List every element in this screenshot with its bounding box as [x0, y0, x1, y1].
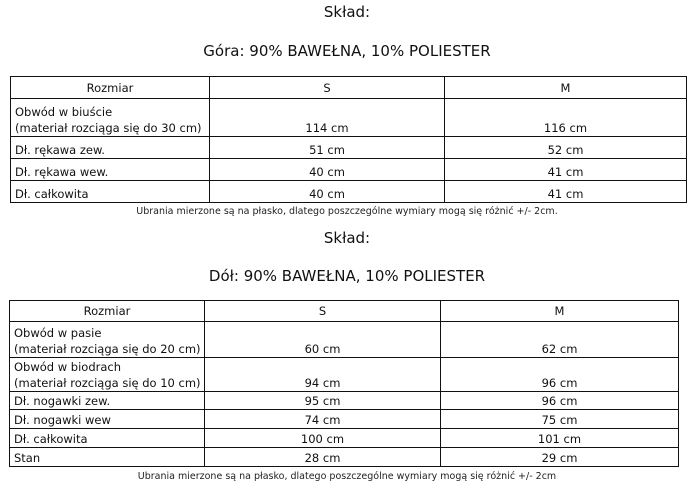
bottom-size-table	[9, 300, 679, 467]
header-rozmiar: Rozmiar	[10, 301, 205, 322]
header-s: S	[210, 77, 445, 99]
cell-m: 101 cm	[441, 429, 679, 448]
cell-s: 94 cm	[205, 358, 441, 392]
row-label-line: Obwód w biodrach	[14, 360, 122, 374]
table-row	[11, 99, 687, 137]
top-size-table	[10, 76, 687, 203]
cell-s: 28 cm	[205, 448, 441, 467]
row-label: Dł. rękawa wew.	[11, 159, 210, 181]
table-row	[11, 159, 687, 181]
table-row	[11, 137, 687, 159]
row-label: Stan	[10, 448, 205, 467]
row-label: Dł. rękawa zew.	[11, 137, 210, 159]
table-row	[11, 181, 687, 203]
cell-m: 116 cm	[445, 99, 687, 137]
row-label-note: (materiał rozciąga się do 10 cm)	[14, 376, 201, 390]
top-measurement-note: Ubrania mierzone są na płasko, dlatego poszczególne wymiary mogą się różnić +/- 2cm.	[136, 206, 558, 217]
top-material-heading: Góra: 90% BAWEŁNA, 10% POLIESTER	[203, 42, 491, 60]
header-m: M	[445, 77, 687, 99]
cell-m: 96 cm	[441, 392, 679, 410]
cell-s: 40 cm	[210, 181, 445, 203]
cell-s: 60 cm	[205, 322, 441, 358]
table-header-row	[11, 77, 687, 99]
row-label: Dł. całkowita	[10, 429, 205, 448]
row-label-line: Obwód w biuście	[15, 105, 113, 119]
row-label	[10, 358, 205, 392]
cell-m: 29 cm	[441, 448, 679, 467]
header-rozmiar: Rozmiar	[11, 77, 210, 99]
row-label-note: (materiał rozciąga się do 30 cm)	[15, 121, 202, 135]
cell-s: 74 cm	[205, 410, 441, 429]
cell-m: 96 cm	[441, 358, 679, 392]
header-s: S	[205, 301, 441, 322]
cell-m: 62 cm	[441, 322, 679, 358]
bottom-measurement-note: Ubrania mierzone są na płasko, dlatego poszczególne wymiary mogą się różnić +/- 2cm	[137, 471, 557, 482]
cell-m: 41 cm	[445, 159, 687, 181]
cell-m: 75 cm	[441, 410, 679, 429]
bottom-sklad-heading: Skład:	[323, 229, 371, 247]
row-label	[10, 322, 205, 358]
row-label: Dł. nogawki zew.	[10, 392, 205, 410]
cell-s: 114 cm	[210, 99, 445, 137]
cell-s: 100 cm	[205, 429, 441, 448]
table-row	[10, 429, 679, 448]
table-row	[10, 448, 679, 467]
table-row	[10, 358, 679, 392]
row-label: Dł. całkowita	[11, 181, 210, 203]
table-row	[10, 322, 679, 358]
cell-m: 52 cm	[445, 137, 687, 159]
cell-m: 41 cm	[445, 181, 687, 203]
bottom-material-heading: Dół: 90% BAWEŁNA, 10% POLIESTER	[208, 267, 486, 285]
row-label: Dł. nogawki wew	[10, 410, 205, 429]
table-row	[10, 410, 679, 429]
row-label-line: Obwód w pasie	[14, 326, 102, 340]
top-sklad-heading: Skład:	[323, 3, 371, 21]
row-label	[11, 99, 210, 137]
cell-s: 95 cm	[205, 392, 441, 410]
header-m: M	[441, 301, 679, 322]
cell-s: 40 cm	[210, 159, 445, 181]
table-row	[10, 392, 679, 410]
row-label-note: (materiał rozciąga się do 20 cm)	[14, 342, 201, 356]
table-header-row	[10, 301, 679, 322]
cell-s: 51 cm	[210, 137, 445, 159]
